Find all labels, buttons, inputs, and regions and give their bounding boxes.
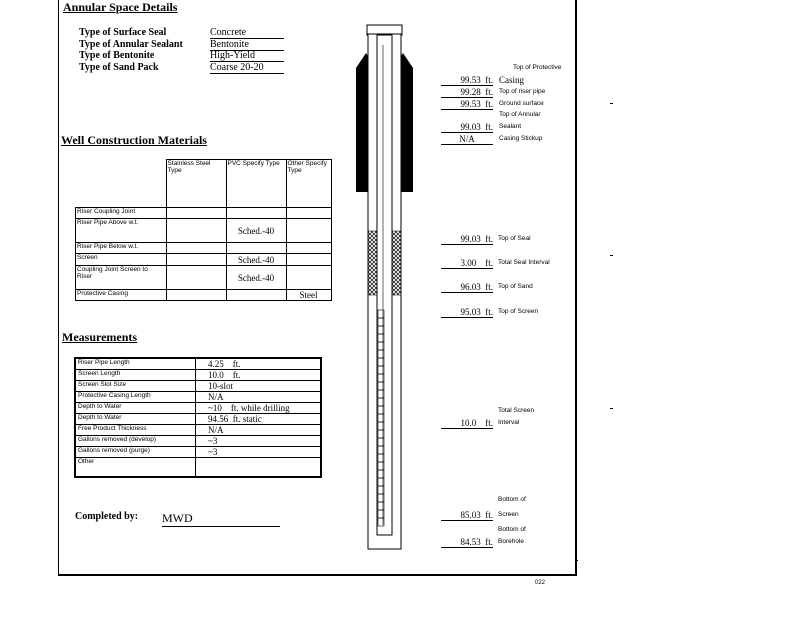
measure-label: Protective Casing Length	[75, 392, 196, 403]
measure-label: Gallons removed (purge)	[75, 447, 196, 458]
pvc-cell: Sched.-40	[226, 266, 286, 290]
label-top: Top of Annular	[499, 111, 541, 118]
measure-value: 4.25 ft.	[196, 358, 322, 370]
annular-value: Bentonite	[210, 39, 284, 51]
elev-top-screen: 95.03 ft.	[441, 307, 493, 318]
label-ground: Ground surface	[499, 100, 544, 107]
pvc-cell: Sched.-40	[226, 254, 286, 266]
measure-label: Screen Length	[75, 370, 196, 381]
well-diagram	[340, 20, 430, 552]
row-label: Protective Casing	[76, 290, 167, 301]
elev-seal-interval: 3.00 ft.	[441, 258, 493, 269]
elev-annular: 99.03 ft.	[441, 122, 493, 133]
other-cell	[286, 254, 331, 266]
measurements-heading: Measurements	[62, 330, 138, 344]
label-top: Bottom of	[498, 496, 526, 503]
row-label: Riser Pipe Below w.t.	[76, 243, 167, 254]
other-cell	[286, 208, 331, 219]
completed-value: MWD	[162, 511, 280, 527]
measure-value: ~10 ft. while drilling	[196, 403, 322, 414]
elev-top-riser: 99.28 ft.	[441, 87, 493, 98]
measure-value	[196, 458, 322, 478]
other-cell	[286, 243, 331, 254]
row-label: Coupling Joint Screen to Riser	[76, 266, 167, 290]
pvc-cell: Sched.-40	[226, 219, 286, 243]
measure-value: N/A	[196, 425, 322, 436]
label-seal-interval: Total Seal Interval	[498, 259, 550, 266]
col-header-other: Other Specify Type	[286, 160, 331, 208]
elev-ground: 99.53 ft.	[441, 99, 493, 110]
col-header-stainless: Stainless Steel Type	[166, 160, 226, 208]
label-sealant: Sealant	[499, 123, 522, 130]
measure-label: Depth to Water	[75, 403, 196, 414]
elev-screen-interval: 10.0 ft.	[441, 418, 493, 429]
elev-top-sand: 96.03 ft.	[441, 282, 493, 293]
construction-table	[75, 159, 332, 301]
page-number: 022	[535, 580, 546, 586]
other-cell: Steel	[286, 290, 331, 301]
elev-bottom-borehole: 84.53 ft.	[441, 537, 493, 548]
annular-label: Type of Sand Pack	[79, 62, 159, 73]
construction-heading: Well Construction Materials	[61, 133, 207, 147]
row-label: Riser Pipe Above w.t.	[76, 219, 167, 243]
col-header-pvc: PVC Specify Type	[226, 160, 286, 208]
label-interval: Interval	[498, 419, 520, 426]
annular-label: Type of Annular Sealant	[79, 39, 183, 50]
elev-stickup: N/A	[441, 134, 493, 145]
measure-value: N/A	[196, 392, 322, 403]
label-borehole: Borehole	[498, 538, 525, 545]
annular-label: Type of Bentonite	[79, 50, 155, 61]
annular-value: Concrete	[210, 27, 284, 39]
label-top-screen: Top of Screen	[498, 308, 539, 315]
measure-value: 94.56 ft. static	[196, 414, 322, 425]
label-top-sand: Top of Sand	[498, 283, 533, 290]
label-screen: Screen	[498, 511, 519, 518]
pvc-cell	[226, 243, 286, 254]
elev-top-casing: 99.53 ft.	[441, 75, 493, 86]
measure-label: Riser Pipe Length	[75, 358, 196, 370]
label-top-seal: Top of Seal	[498, 235, 531, 242]
row-label: Riser Coupling Joint	[76, 208, 167, 219]
label-stickup: Casing Stickup	[499, 135, 543, 142]
annular-heading: Annular Space Details	[63, 0, 178, 14]
seal-right	[392, 231, 401, 295]
measure-value: 10-slot	[196, 381, 322, 392]
other-cell	[286, 219, 331, 243]
completed-label: Completed by:	[75, 511, 139, 522]
other-cell	[286, 266, 331, 290]
row-label: Screen	[76, 254, 167, 266]
annular-label: Type of Surface Seal	[79, 27, 167, 38]
measure-value: ~3	[196, 436, 322, 447]
elev-top-seal: 99.03 ft.	[441, 234, 493, 245]
measure-value: 10.0 ft.	[196, 370, 322, 381]
riser-pipe	[377, 35, 392, 535]
annular-value: High-Yield	[210, 50, 284, 62]
seal-left	[368, 231, 377, 295]
measure-label: Gallons removed (develop)	[75, 436, 196, 447]
elev-bottom-screen: 85.03 ft.	[441, 510, 493, 521]
pvc-cell	[226, 290, 286, 301]
measure-label: Depth to Water	[75, 414, 196, 425]
label-top: Bottom of	[498, 526, 526, 533]
measure-label: Screen Slot Size	[75, 381, 196, 392]
measure-label: Free Product Thickness	[75, 425, 196, 436]
measure-value: ~3	[196, 447, 322, 458]
annular-value: Coarse 20-20	[210, 62, 284, 74]
measure-label: Other	[75, 458, 196, 478]
measurements-table	[74, 357, 322, 478]
label-casing: Casing	[499, 75, 525, 85]
label-top: Top of Protective	[513, 64, 562, 71]
label-top: Total Screen	[498, 407, 535, 414]
label-top-riser: Top of riser pipe	[499, 88, 546, 95]
pvc-cell	[226, 208, 286, 219]
